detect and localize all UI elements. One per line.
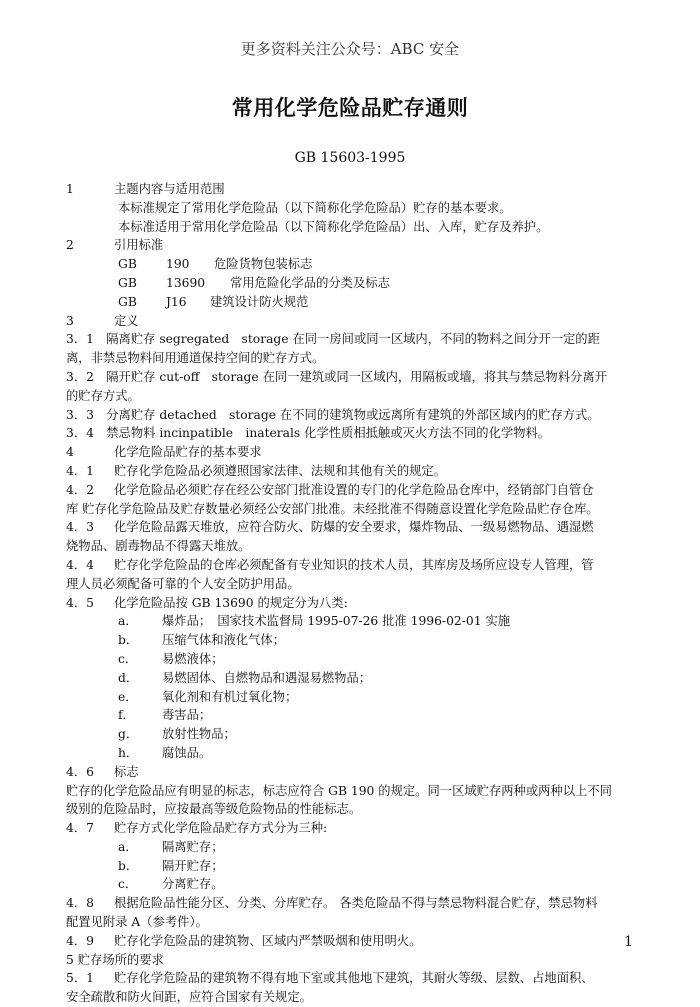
clause-4-5: 4．5 化学危险品按 GB 13690 的规定分为八类: [66,595,348,610]
clause-4-2: 4．2 化学危险品必须贮存在经公安部门批准设置的专门的化学危险品仓库中，经销部门自管仓 库 贮存化学危险品及贮存数量必须经公安部门批准。未经批准不得随意设置化学危险品贮存仓库。 [66,482,599,516]
clause-4-4: 4．4 贮存化学危险品的仓库必须配备有专业知识的技术人员，其库房及场所应设专人管理，管 理人员必须配备可靠的个人安全防护用品。 [66,557,594,591]
clause-4-6: 4．6 标志 [66,764,139,779]
reference-item: GB J16 建筑设计防火规范 [118,294,309,309]
mode-item: c． 分离贮存。 [118,877,224,892]
clause-4-8: 4．8 根据危险品性能分区、分类、分库贮存。 各类危险品不得与禁忌物料混合贮存，禁忌物料 配置见附录 A（参考件）。 [66,896,598,930]
section-5-heading: 5 贮存场所的要求 [66,952,164,967]
class-item: h． 腐蚀品。 [118,745,212,760]
clause-4-1: 4．1 贮存化学危险品必须遵照国家法律、法规和其他有关的规定。 [66,463,447,478]
definition-3-2: 3．2 隔开贮存 cut-off storage 在同一建筑或同一区域内，用隔板或墙，将其与禁忌物料分离开 的贮存方式。 [66,369,607,403]
clause-4-6-text: 贮存的化学危险品应有明显的标志，标志应符合 GB 190 的规定。同一区域贮存两种或两种以上不同 级别的危险品时，应按最高等级危险物品的性能标志。 [66,783,612,817]
clause-4-9: 4．9 贮存化学危险品的建筑物、区域内严禁吸烟和使用明火。 [66,933,422,948]
document-body [66,180,636,1007]
reference-item: GB 13690 常用危险化学品的分类及标志 [118,275,390,290]
mode-item: b． 隔开贮存； [118,858,224,873]
reference-item: GB 190 危险货物包装标志 [118,257,313,272]
clause-5-1: 5．1 贮存化学危险品的建筑物不得有地下室或其他地下建筑，其耐火等级、层数、占地面积、 安全疏散和防火间距，应符合国家有关规定。 [66,971,594,1005]
standard-number: GB 15603-1995 [294,150,406,166]
document-title: 常用化学危险品贮存通则 [231,96,469,120]
definition-3-3: 3．3 分离贮存 detached storage 在不同的建筑物或远离所有建筑的外部区域内的贮存方式。 [66,407,600,422]
class-item: a． 爆炸品； 国家技术监督局 1995-07-26 批准 1996-02-01 实施 [118,614,511,629]
mode-item: a． 隔离贮存； [118,839,224,854]
section-1-para-2: 本标准适用于常用化学危险品（以下简称化学危险品）出、入库，贮存及养护。 [118,219,549,234]
page-number: 1 [624,934,633,950]
class-item: g． 放射性物品； [118,727,236,742]
section-1-para-1: 本标准规定了常用化学危险品（以下简称化学危险品）贮存的基本要求。 [118,200,512,215]
clause-4-3: 4．3 化学危险品露天堆放，应符合防火、防爆的安全要求，爆炸物品、一级易燃物品、遇湿燃 烧物品、剧毒物品不得露天堆放。 [66,520,594,554]
class-item: b． 压缩气体和液化气体； [118,633,285,648]
class-item: c． 易燃液体； [118,651,224,666]
class-item: e． 氧化剂和有机过氧化物； [118,689,298,704]
definition-3-4: 3．4 禁忌物料 incinpatible inaterals 化学性质相抵触或灭火方法不同的化学物料。 [66,426,551,441]
class-item: d． 易燃固体、自燃物品和遇湿易燃物品； [118,670,372,685]
section-3-heading: 3 定义 [66,313,139,328]
page-header: 更多资料关注公众号：ABC 安全 [240,40,460,58]
section-2-heading: 2 引用标准 [66,238,164,253]
definition-3-1: 3．1 隔离贮存 segregated storage 在同一房间或同一区域内，不同的物料之间分开一定的距 离，非禁忌物料间用通道保持空间的贮存方式。 [66,332,600,366]
section-1-heading: 1 主题内容与适用范围 [66,182,225,196]
section-4-heading: 4 化学危险品贮存的基本要求 [66,445,262,460]
clause-4-7: 4．7 贮存方式化学危险品贮存方式分为三种: [66,821,328,836]
class-item: f． 毒害品； [118,708,212,723]
